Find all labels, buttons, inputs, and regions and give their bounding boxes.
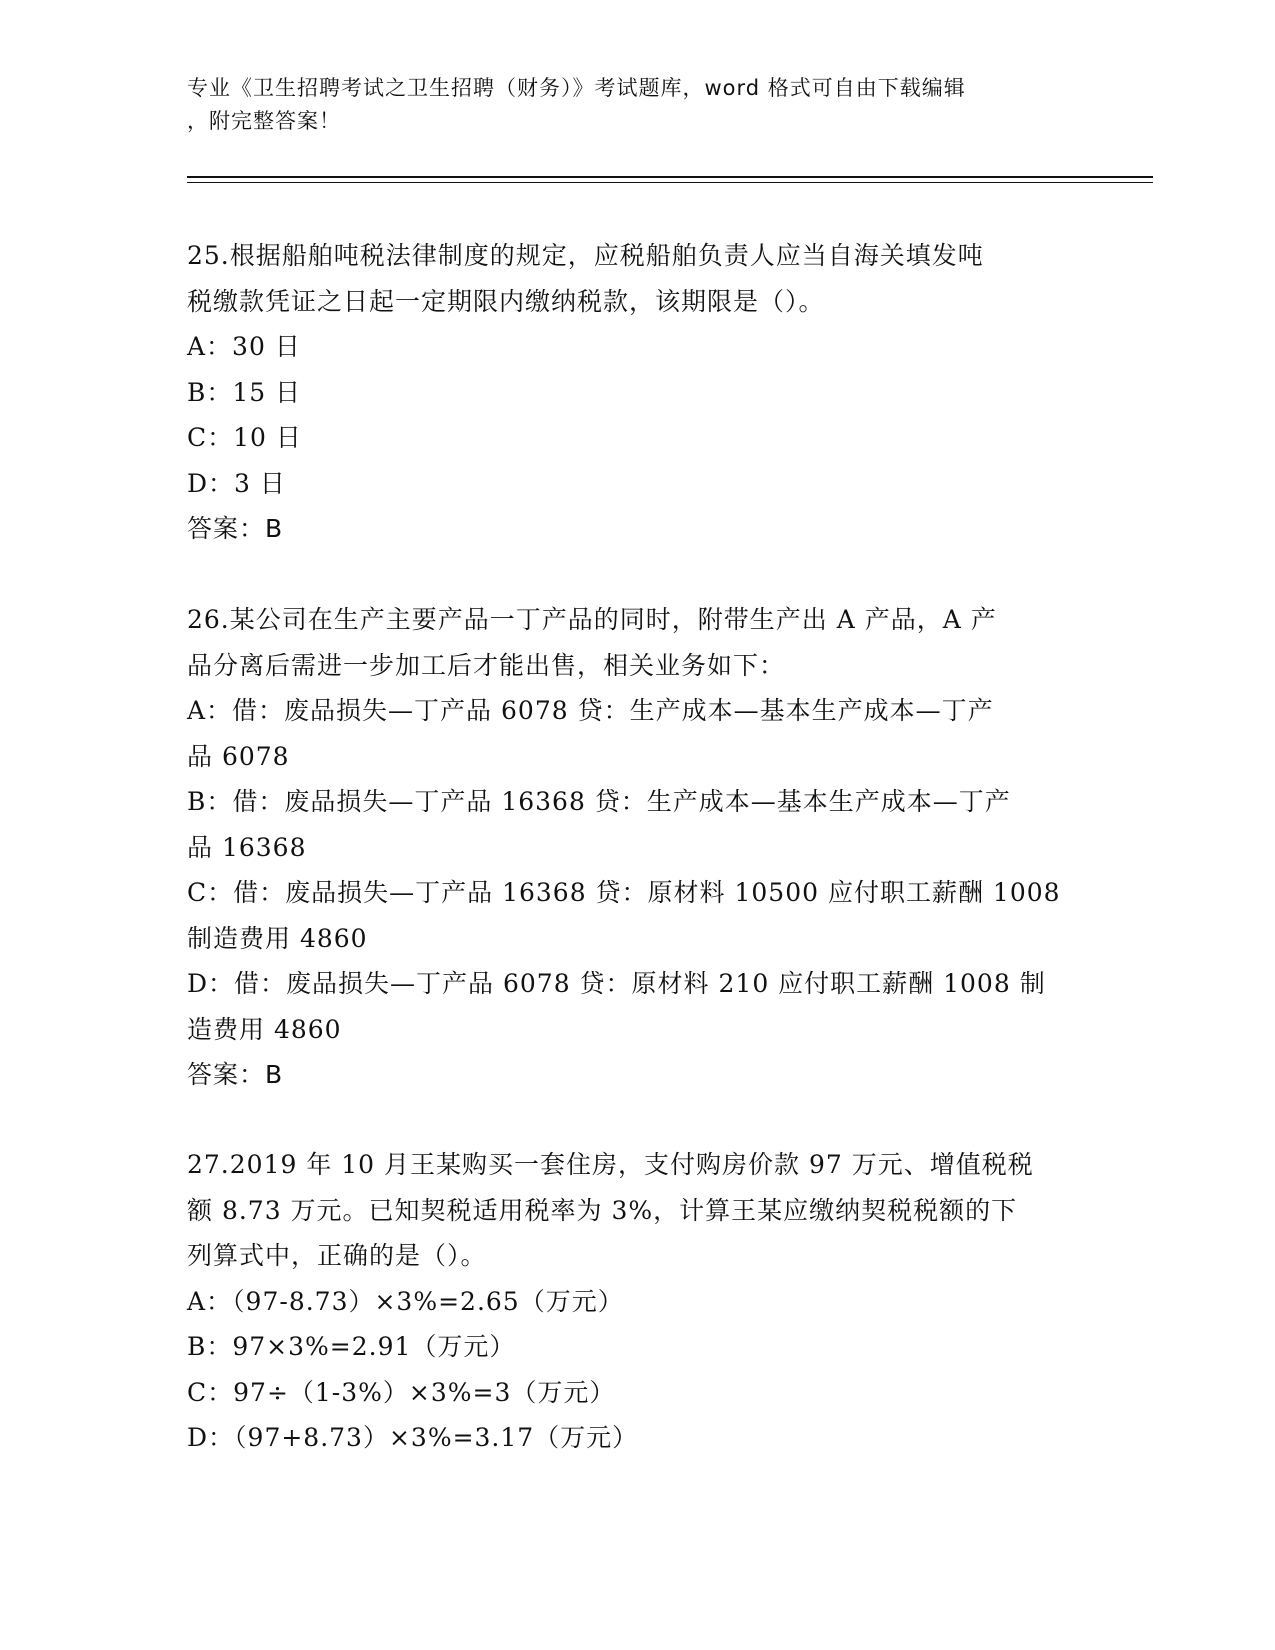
option-b-continued: 品 16368 — [187, 832, 307, 862]
question-25 — [187, 233, 1087, 552]
header-line: ，附完整答案！ — [187, 109, 341, 133]
option-c: C：借：废品损失—丁产品 16368 贷：原材料 10500 应付职工薪酬 1008 — [187, 878, 1061, 907]
header-divider-thin — [187, 182, 1153, 183]
question-stem-line: 品分离后需进一步加工后才能出售，相关业务如下： — [187, 650, 786, 680]
option-d: D：（97+8.73）×3%=3.17（万元） — [187, 1423, 639, 1452]
option-d-continued: 造费用 4860 — [187, 1014, 342, 1044]
option-c-continued: 制造费用 4860 — [187, 923, 368, 953]
option-a-continued: 品 6078 — [187, 741, 290, 771]
option-b: B：15 日 — [187, 377, 302, 407]
option-b: B：借：废品损失—丁产品 16368 贷：生产成本—基本生产成本—丁产 — [187, 787, 1011, 816]
question-26 — [187, 597, 1087, 1098]
answer: 答案：B — [187, 514, 284, 543]
question-stem-line: 25.根据船舶吨税法律制度的规定，应税船舶负责人应当自海关填发吨 — [187, 241, 984, 270]
option-a: A：借：废品损失—丁产品 6078 贷：生产成本—基本生产成本—丁产 — [187, 696, 994, 725]
option-c: C：10 日 — [187, 423, 302, 452]
question-stem-line: 额 8.73 万元。已知契税适用税率为 3%，计算王某应缴纳契税税额的下 — [187, 1195, 1018, 1225]
answer: 答案：B — [187, 1060, 284, 1089]
document-header — [187, 72, 1087, 138]
header-line: 专业《卫生招聘考试之卫生招聘（财务）》考试题库，word 格式可自由下载编辑 — [187, 76, 966, 100]
option-c: C：97÷（1-3%）×3%=3（万元） — [187, 1377, 616, 1407]
header-divider-thick — [187, 176, 1153, 178]
question-stem-line: 27.2019 年 10 月王某购买一套住房，支付购房价款 97 万元、增值税税 — [187, 1150, 1034, 1179]
question-stem-line: 列算式中，正确的是（）。 — [187, 1241, 487, 1270]
option-a: A：（97-8.73）×3%=2.65（万元） — [187, 1286, 624, 1316]
option-a: A：30 日 — [187, 332, 301, 361]
option-b: B：97×3%=2.91（万元） — [187, 1332, 516, 1361]
option-d: D：3 日 — [187, 468, 286, 498]
question-27 — [187, 1142, 1087, 1461]
question-stem-line: 税缴款凭证之日起一定期限内缴纳税款，该期限是（）。 — [187, 286, 825, 316]
question-stem-line: 26.某公司在生产主要产品一丁产品的同时，附带生产出 A 产品，A 产 — [187, 605, 997, 634]
option-d: D：借：废品损失—丁产品 6078 贷：原材料 210 应付职工薪酬 1008 制 — [187, 969, 1046, 998]
